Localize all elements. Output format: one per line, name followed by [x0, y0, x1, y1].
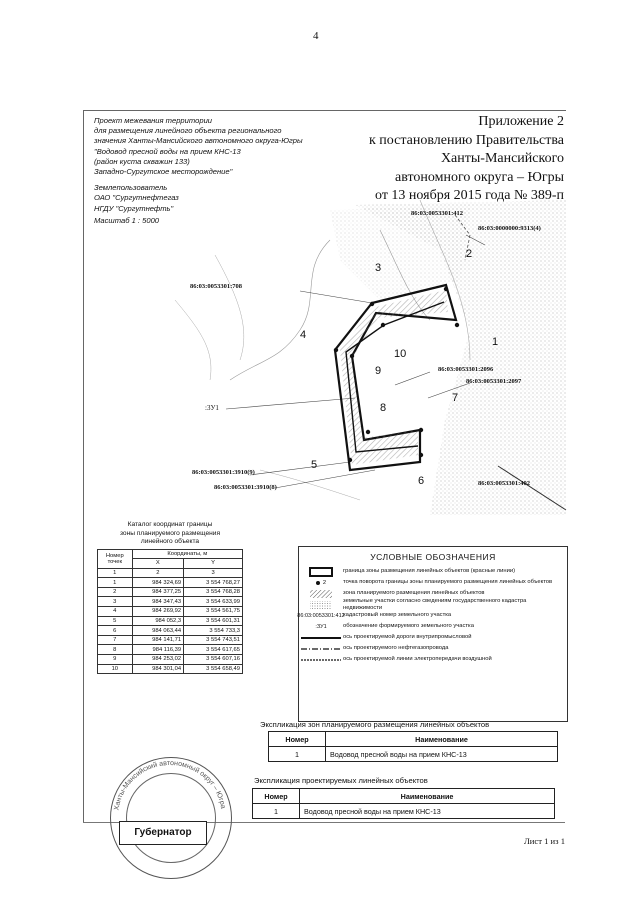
row-number: 1 [269, 747, 326, 762]
seal-title: Губернатор [119, 821, 207, 845]
legend-symbol-text: 2 [322, 579, 327, 586]
map-scale: Масштаб 1 : 5000 [94, 215, 160, 225]
legend-text: ось проектируемого нефтегазопровода [343, 645, 449, 652]
index-cell: 1 [98, 568, 133, 578]
table-row [98, 597, 243, 607]
header-name: Наименование [326, 732, 558, 747]
legend-text: обозначение формируемого земельного участка [343, 623, 474, 630]
legend-symbol-road [299, 635, 343, 641]
project-line: Проект межевания территории [94, 116, 213, 125]
header-coords: Координаты, м [132, 549, 242, 559]
index-cell: 3 [184, 568, 243, 578]
cadastral-number-label: 86:03:0000000:9313(4) [478, 225, 541, 232]
appendix-line: автономного округа – Югры [395, 169, 564, 185]
point-label: 4 [300, 329, 307, 341]
legend-items [299, 566, 567, 665]
legend-item [299, 610, 567, 621]
explication-objects-table [252, 788, 555, 819]
coord-y: 3 554 617,65 [184, 645, 243, 655]
table-row [269, 747, 558, 762]
contour-line [230, 240, 330, 380]
appendix-line: Ханты-Мансийского [440, 151, 564, 166]
point-label: 3 [375, 262, 382, 274]
coord-x: 984 377,25 [132, 587, 184, 597]
appendix-line: от 13 ноября 2015 года № 389-п [375, 188, 564, 203]
table-row [98, 645, 243, 655]
coordinate-rows [98, 578, 243, 674]
header-name: Наименование [300, 789, 555, 804]
legend-text: земельные участки согласно сведениям государственного кадастра недвижимости [343, 598, 527, 611]
land-user-label: Землепользователь [94, 183, 168, 193]
legend-text: зона планируемого размещения линейных объектов [343, 590, 485, 597]
point-number: 10 [98, 664, 133, 674]
point-label: 5 [311, 459, 318, 471]
table-row [253, 804, 555, 819]
explication-zones-table [268, 731, 558, 762]
contour-line [215, 255, 244, 360]
legend-item [299, 621, 567, 632]
project-line: (район куста скважин 133) [94, 156, 190, 166]
legend-item [299, 654, 567, 665]
point-number: 1 [98, 578, 133, 588]
legend [298, 546, 568, 722]
page-number: 4 [313, 30, 319, 42]
contour-line [175, 300, 211, 380]
coord-y: 3 554 607,16 [184, 655, 243, 665]
legend-item [299, 643, 567, 654]
row-name: Водовод пресной воды на прием КНС-13 [300, 804, 555, 819]
table-header-row [269, 732, 558, 747]
legend-symbol-text: :ЗУ1 [315, 623, 327, 630]
catalog-title-line: Каталог координат границы [127, 521, 213, 528]
project-line: Западно-Сургутское месторождение" [94, 167, 233, 177]
point-number: 2 [98, 587, 133, 597]
seal-ring-text [110, 757, 230, 877]
catalog-title-line: зоны планируемого размещения [119, 529, 221, 537]
row-number: 1 [253, 804, 300, 819]
project-line: "Водовод пресной воды на прием КНС-13 [94, 146, 241, 156]
coord-y: 3 554 743,51 [184, 635, 243, 645]
explication-title: Экспликация проектируемых линейных объектов [254, 776, 428, 785]
table-row [98, 607, 243, 617]
coord-x: 984 301,04 [132, 664, 184, 674]
header-number: Номер [105, 552, 124, 559]
coord-x: 984 253,02 [132, 655, 184, 665]
table-row [98, 578, 243, 588]
legend-symbol-text [299, 624, 343, 630]
table-index-row [98, 568, 243, 578]
legend-text: ось проектируемой линии электропередачи воздушной [343, 656, 492, 663]
legend-item [299, 632, 567, 643]
cadastral-number-label: 86:03:0053301:402 [478, 480, 530, 487]
coord-x: 984 141,71 [132, 635, 184, 645]
appendix-title: Приложение 2 [478, 114, 564, 129]
legend-item [299, 577, 567, 588]
catalog-title-line: линейного объекта [140, 538, 200, 545]
point-label: 7 [452, 392, 459, 404]
index-cell: 2 [132, 568, 184, 578]
point-number: 9 [98, 655, 133, 665]
sheet-number: Лист 1 из 1 [523, 836, 565, 846]
coord-x: 984 347,43 [132, 597, 184, 607]
header-points: точек [107, 558, 123, 565]
project-line: значения Ханты-Мансийского автономного округа-Югры [94, 136, 303, 146]
leader-line [275, 470, 375, 488]
coord-y: 3 554 768,27 [184, 578, 243, 588]
point-label: 9 [375, 365, 382, 377]
legend-item [299, 566, 567, 577]
legend-text: граница зоны размещения линейных объектов (красные линии) [343, 568, 516, 575]
legend-symbol-power [299, 657, 343, 663]
legend-symbol-text [299, 613, 343, 619]
coordinate-table [97, 549, 243, 675]
header-y: Y [184, 559, 243, 569]
coord-y: 3 554 561,75 [184, 607, 243, 617]
coordinate-catalog [97, 521, 243, 674]
legend-text: кадастровый номер земельного участка [343, 612, 452, 619]
table-header-row [98, 549, 243, 559]
table-row [98, 664, 243, 674]
table-row [98, 616, 243, 626]
catalog-title [97, 521, 243, 547]
legend-text: ось проектируемой дороги внутрипромысловой [343, 634, 472, 641]
point-number: 4 [98, 607, 133, 617]
land-user-name: ОАО "Сургутнефтегаз [94, 193, 179, 203]
legend-title: УСЛОВНЫЕ ОБОЗНАЧЕНИЯ [370, 552, 496, 562]
coord-x: 984 324,69 [132, 578, 184, 588]
header-cell [98, 549, 133, 568]
coord-y: 3 554 768,28 [184, 587, 243, 597]
explication-objects [240, 776, 566, 819]
appendix-heading [334, 113, 564, 206]
legend-symbol-dots [299, 600, 343, 610]
legend-item [299, 599, 567, 610]
cadastral-number-label: 86:03:0053301:708 [190, 283, 242, 290]
legend-text: точка поворота границы зоны планируемого размещения линейных объектов [343, 579, 553, 586]
legend-symbol-point [299, 580, 343, 586]
coord-y: 3 554 733,3 [184, 626, 243, 636]
coord-x: 984 269,92 [132, 607, 184, 617]
explication-title: Экспликация зон планируемого размещения линейных объектов [260, 720, 490, 729]
point-number: 8 [98, 645, 133, 655]
land-user-division: НГДУ "Сургутнефть" [94, 203, 174, 213]
legend-symbol-zone-box [299, 567, 343, 577]
table-row [98, 587, 243, 597]
point-label: 8 [380, 402, 387, 414]
table-row [98, 635, 243, 645]
cadastral-number-label: 86:03:0053301:412 [411, 210, 463, 217]
legend-symbol-oil [299, 646, 343, 652]
coord-x: 984 063,44 [132, 626, 184, 636]
coord-x: 984 116,39 [132, 645, 184, 655]
table-row [98, 655, 243, 665]
point-number: 7 [98, 635, 133, 645]
land-plot-label: :3У1 [205, 404, 219, 412]
point-dot-icon [316, 581, 320, 585]
point-number: 6 [98, 626, 133, 636]
appendix-line: к постановлению Правительства [368, 132, 564, 148]
cadastral-number-label: 86:03:0053301:3910(8) [214, 484, 277, 491]
project-description [94, 116, 352, 226]
point-label: 2 [466, 248, 473, 260]
cadastral-number-label: 86:03:0053301:2096 [438, 366, 494, 373]
coord-x: 984 052,3 [132, 616, 184, 626]
leader-line [300, 291, 372, 303]
coord-y: 3 554 601,31 [184, 616, 243, 626]
explication-zones [256, 720, 566, 762]
legend-symbol-hatch [299, 589, 343, 599]
svg-text:Ханты-Мансийский автономный ок: Ханты-Мансийский автономный округ – Югра [113, 759, 227, 811]
zone-hatched-fill [340, 290, 448, 465]
table-header-row [253, 789, 555, 804]
legend-symbol-text: 86:03:0053301:412 [297, 612, 345, 619]
point-label: 1 [492, 336, 499, 348]
point-number: 3 [98, 597, 133, 607]
cadastral-number-label: 86:03:0053301:2097 [466, 378, 522, 385]
point-label: 10 [394, 348, 407, 360]
coord-y: 3 554 633,99 [184, 597, 243, 607]
leader-line [250, 462, 350, 475]
table-row [98, 626, 243, 636]
leader-line [395, 372, 430, 385]
header-x: X [132, 559, 184, 569]
row-name: Водовод пресной воды на прием КНС-13 [326, 747, 558, 762]
coord-y: 3 554 658,49 [184, 664, 243, 674]
cadastral-number-label: 86:03:0053301:3910(9) [192, 469, 255, 476]
header-number: Номер [253, 789, 300, 804]
point-label: 6 [418, 475, 425, 487]
point-number: 5 [98, 616, 133, 626]
project-line: для размещения линейного объекта регионального [94, 126, 282, 136]
header-number: Номер [269, 732, 326, 747]
leader-line [226, 398, 355, 409]
